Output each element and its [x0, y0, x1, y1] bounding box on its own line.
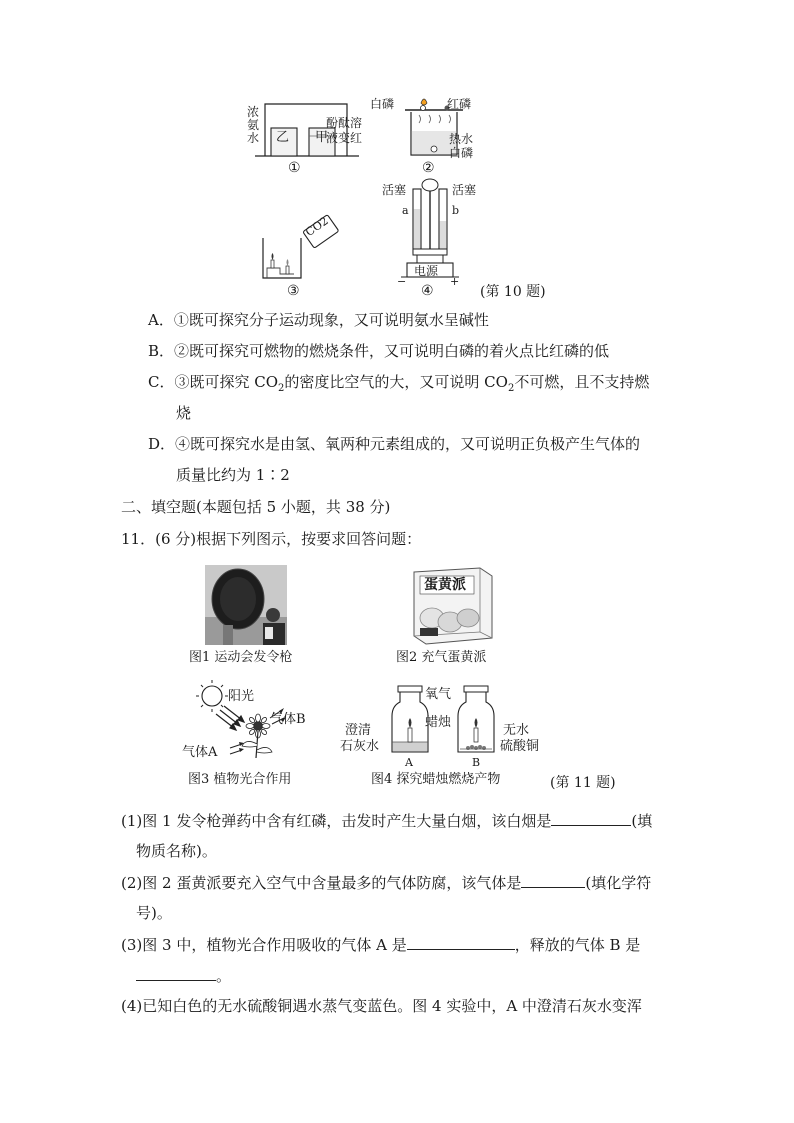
experiment-1-number: ① — [288, 160, 301, 176]
white-phosphorus-label: 白磷 — [370, 97, 395, 111]
option-d-text: ④既可探究水是由氢、氧两种元素组成的，又可说明正负极产生气体的 — [175, 435, 641, 453]
experiment-3-apparatus — [258, 208, 358, 280]
option-c-text-2: 的密度比空气的大，又可说明 CO — [284, 373, 508, 391]
subquestion-1-hint: (填 — [631, 812, 653, 830]
answer-blank-1[interactable] — [551, 810, 631, 826]
subquestion-2 — [121, 872, 651, 893]
starting-pistol-photo — [205, 565, 287, 645]
subquestion-2-text: (2)图 2 蛋黄派要充入空气中含量最多的气体防腐，该气体是 — [121, 874, 522, 892]
figure-11-caption: (第 11 题) — [550, 775, 616, 791]
power-source-label: 电源 — [414, 264, 439, 278]
figure-4-caption: 图4 探究蜡烛燃烧产物 — [371, 772, 501, 787]
subquestion-1-continuation: 物质名称)。 — [136, 842, 217, 860]
subquestion-2-hint: (填化学符 — [585, 874, 652, 892]
phenolphthalein-label-2: 液变红 — [326, 131, 363, 145]
subquestion-1 — [121, 810, 652, 831]
bottle-b-label: B — [472, 756, 481, 769]
ammonia-label: 浓 氨 水 — [247, 105, 260, 145]
figure-10-caption: (第 10 题) — [480, 284, 546, 300]
subquestion-3-continuation — [136, 965, 231, 986]
answer-blank-3b[interactable] — [136, 965, 216, 981]
subquestion-3 — [121, 934, 640, 955]
experiment-2-number: ② — [422, 160, 435, 176]
anhydrous-cuso4-label-2: 硫酸铜 — [500, 739, 540, 754]
option-a-letter: A． — [148, 311, 174, 329]
question-11-stem: 11．(6 分)根据下列图示，按要求回答问题： — [121, 530, 422, 548]
option-c-text-3: 不可燃，且不支持燃 — [514, 373, 650, 391]
subquestion-4: (4)已知白色的无水硫酸铜遇水蒸气变蓝色。图 4 实验中，A 中澄清石灰水变浑 — [121, 997, 642, 1015]
option-a-text: ①既可探究分子运动现象，又可说明氨水呈碱性 — [173, 311, 489, 329]
figure-2-caption: 图2 充气蛋黄派 — [396, 650, 487, 665]
option-d — [148, 434, 640, 454]
oxygen-label: 氧气 — [425, 687, 452, 702]
option-c-text-1: ③既可探究 CO — [174, 373, 279, 391]
gas-b-label: 气体B — [270, 712, 306, 727]
hot-water-label: 热水 — [449, 132, 474, 146]
subquestion-1-text: (1)图 1 发令枪弹药中含有红磷，击发时产生大量白烟，该白烟是 — [121, 812, 552, 830]
option-c-sub-2: 2 — [507, 383, 515, 394]
bottle-a-label: A — [405, 756, 413, 769]
tube-a-label: a — [402, 204, 409, 217]
experiment-4-number: ④ — [421, 283, 434, 299]
figure-1-caption: 图1 运动会发令枪 — [189, 650, 293, 665]
beaker-b-label: 乙 — [276, 130, 290, 145]
figure-3-caption: 图3 植物光合作用 — [188, 772, 292, 787]
section-heading: 二、填空题(本题包括 5 小题，共 38 分) — [121, 498, 391, 516]
beaker-a-label: 甲 — [315, 130, 329, 145]
tube-b-label: b — [452, 204, 460, 217]
subquestion-2-continuation: 号)。 — [136, 904, 172, 922]
answer-blank-2[interactable] — [521, 872, 585, 888]
subquestion-3-text: (3)图 3 中，植物光合作用吸收的气体 A 是 — [121, 936, 407, 954]
stopcock-left-label: 活塞 — [382, 183, 407, 197]
option-a — [148, 310, 489, 330]
limewater-label-1: 澄清 — [345, 723, 372, 738]
option-c-letter: C． — [148, 373, 175, 391]
white-phosphorus-bottom-label: 白磷 — [449, 146, 474, 160]
option-b — [148, 341, 609, 361]
option-c — [148, 372, 649, 399]
option-d-letter: D． — [148, 435, 176, 453]
option-c-continuation: 烧 — [176, 404, 192, 422]
egg-yolk-pie-box-text: 蛋黄派 — [424, 577, 466, 593]
phenolphthalein-label-1: 酚酞溶 — [326, 116, 363, 130]
option-d-continuation: 质量比约为 1∶2 — [176, 466, 290, 484]
option-b-text: ②既可探究可燃物的燃烧条件，又可说明白磷的着火点比红磷的低 — [174, 342, 610, 360]
candle-label: 蜡烛 — [425, 715, 452, 730]
experiment-3-number: ③ — [287, 283, 300, 299]
red-phosphorus-label: 红磷 — [447, 97, 472, 111]
sunlight-label: 阳光 — [228, 689, 255, 704]
co2-label: CO2 — [303, 214, 331, 239]
stopcock-right-label: 活塞 — [452, 183, 477, 197]
answer-blank-3a[interactable] — [407, 934, 515, 950]
negative-terminal-label: − — [397, 275, 407, 288]
option-b-letter: B． — [148, 342, 175, 360]
subquestion-3-text-2: ，释放的气体 B 是 — [514, 936, 641, 954]
option-c-sub-1: 2 — [278, 383, 285, 394]
gas-a-label: 气体A — [182, 745, 218, 760]
anhydrous-cuso4-label-1: 无水 — [503, 723, 530, 738]
subquestion-3-end: 。 — [216, 967, 232, 985]
limewater-label-2: 石灰水 — [340, 739, 380, 754]
positive-terminal-label: + — [450, 275, 460, 288]
